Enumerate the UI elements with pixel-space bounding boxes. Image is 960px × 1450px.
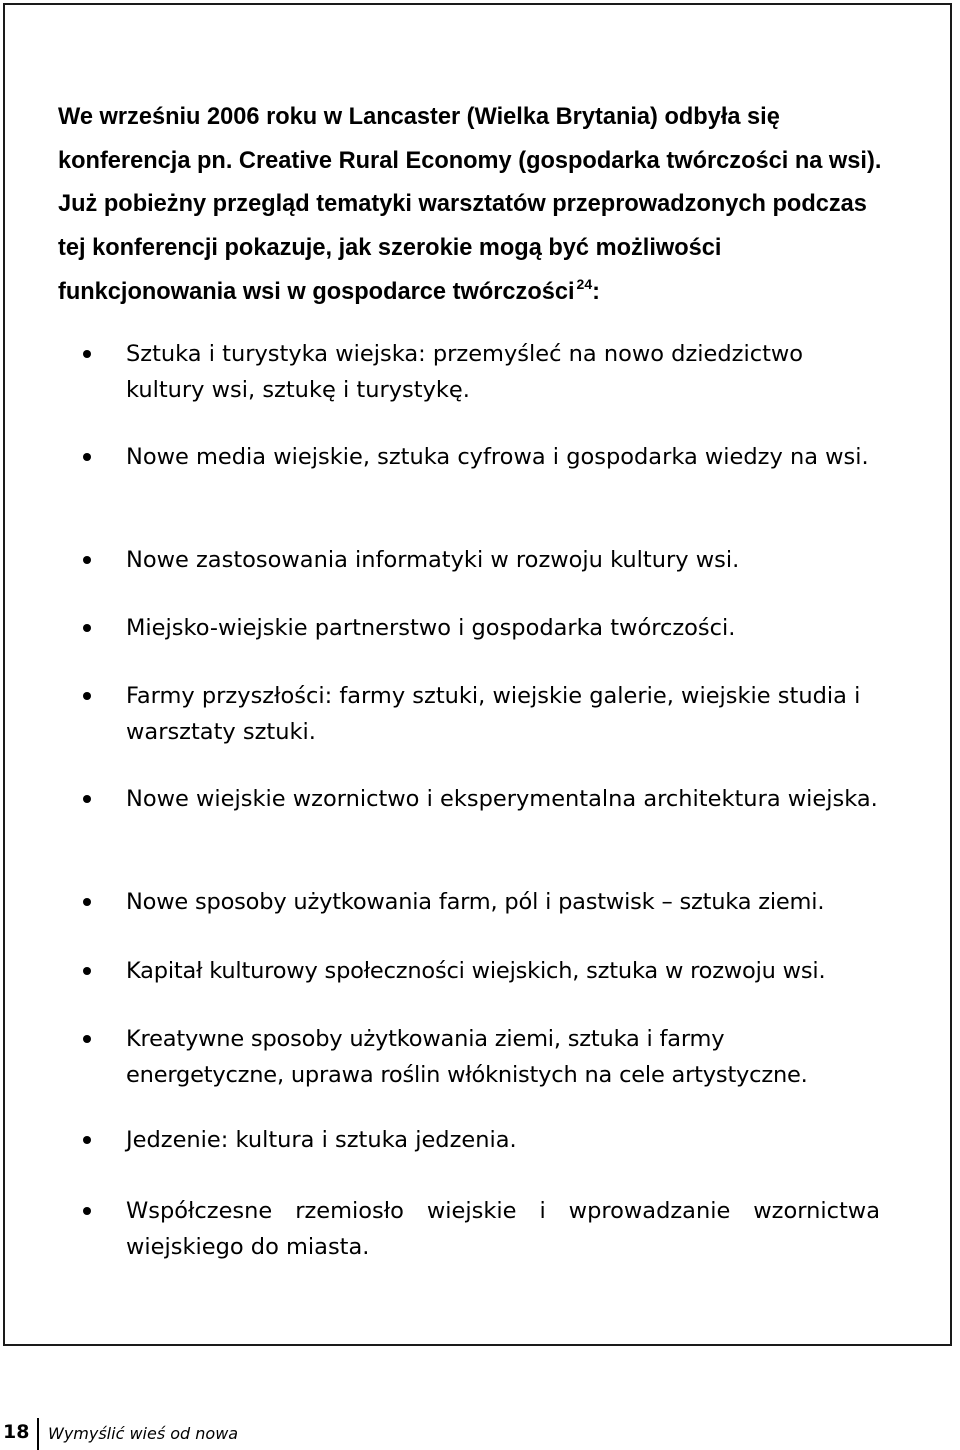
list-item [126,884,880,920]
list-item-text: Nowe wiejskie wzornictwo i eksperymentalna architektura wiejska. [126,786,878,812]
intro-text: We wrześniu 2006 roku w Lancaster (Wielka Brytania) odbyła się konferencja pn. Creative Rural Economy (gospodarka twórczości na wsi). Już pobieżny przegląd tematyki warsztatów przeprowadzonych podczas tej konferencji pokazuje, jak szerokie mogą być możliwości funkcjonowania wsi w gospodarce twórczości [58,104,882,305]
list-item-text: Kapitał kulturowy społeczności wiejskich, sztuka w rozwoju wsi. [126,958,826,984]
list-item [126,610,880,646]
footer-divider [37,1418,39,1450]
bullet-icon [83,556,91,564]
page-footer [0,1418,960,1450]
list-item-text: Współczesne rzemiosło wiejskie i wprowadzanie wzornictwa wiejskiego do miasta. [126,1198,880,1260]
bullet-icon [83,967,91,975]
list-item [126,1122,880,1158]
list-item-text: Miejsko-wiejskie partnerstwo i gospodarka twórczości. [126,615,736,641]
list-item [126,953,880,989]
list-item [126,439,880,475]
bullet-icon [83,1207,91,1215]
bullet-icon [83,350,91,358]
page-number: 18 [3,1421,30,1443]
bullet-icon [83,1136,91,1144]
bullet-icon [83,453,91,461]
bullet-icon [83,1035,91,1043]
list-item-text: Sztuka i turystyka wiejska: przemyśleć na nowo dziedzictwo kultury wsi, sztukę i turystykę. [126,341,804,403]
list-item-text: Kreatywne sposoby użytkowania ziemi, sztuka i farmy energetyczne, uprawa roślin włóknistych na cele artystyczne. [126,1026,808,1088]
list-item [126,336,880,408]
bullet-icon [83,624,91,632]
list-item [126,1193,880,1265]
list-item-text: Nowe media wiejskie, sztuka cyfrowa i gospodarka wiedzy na wsi. [126,444,869,470]
list-item-text: Nowe zastosowania informatyki w rozwoju kultury wsi. [126,547,740,573]
list-item-text: Farmy przyszłości: farmy sztuki, wiejskie galerie, wiejskie studia i warsztaty sztuki. [126,683,861,745]
list-item-text: Nowe sposoby użytkowania farm, pól i pastwisk – sztuka ziemi. [126,889,825,915]
running-title: Wymyślić wieś od nowa [48,1424,239,1443]
list-item [126,542,880,578]
bullet-icon [83,795,91,803]
list-item-text: Jedzenie: kultura i sztuka jedzenia. [126,1127,517,1153]
bullet-icon [83,898,91,906]
list-item [126,1021,880,1093]
list-item [126,781,880,817]
bullet-icon [83,692,91,700]
footnote-marker: 24 [576,275,593,292]
list-item [126,678,880,750]
intro-colon: : [592,278,600,305]
